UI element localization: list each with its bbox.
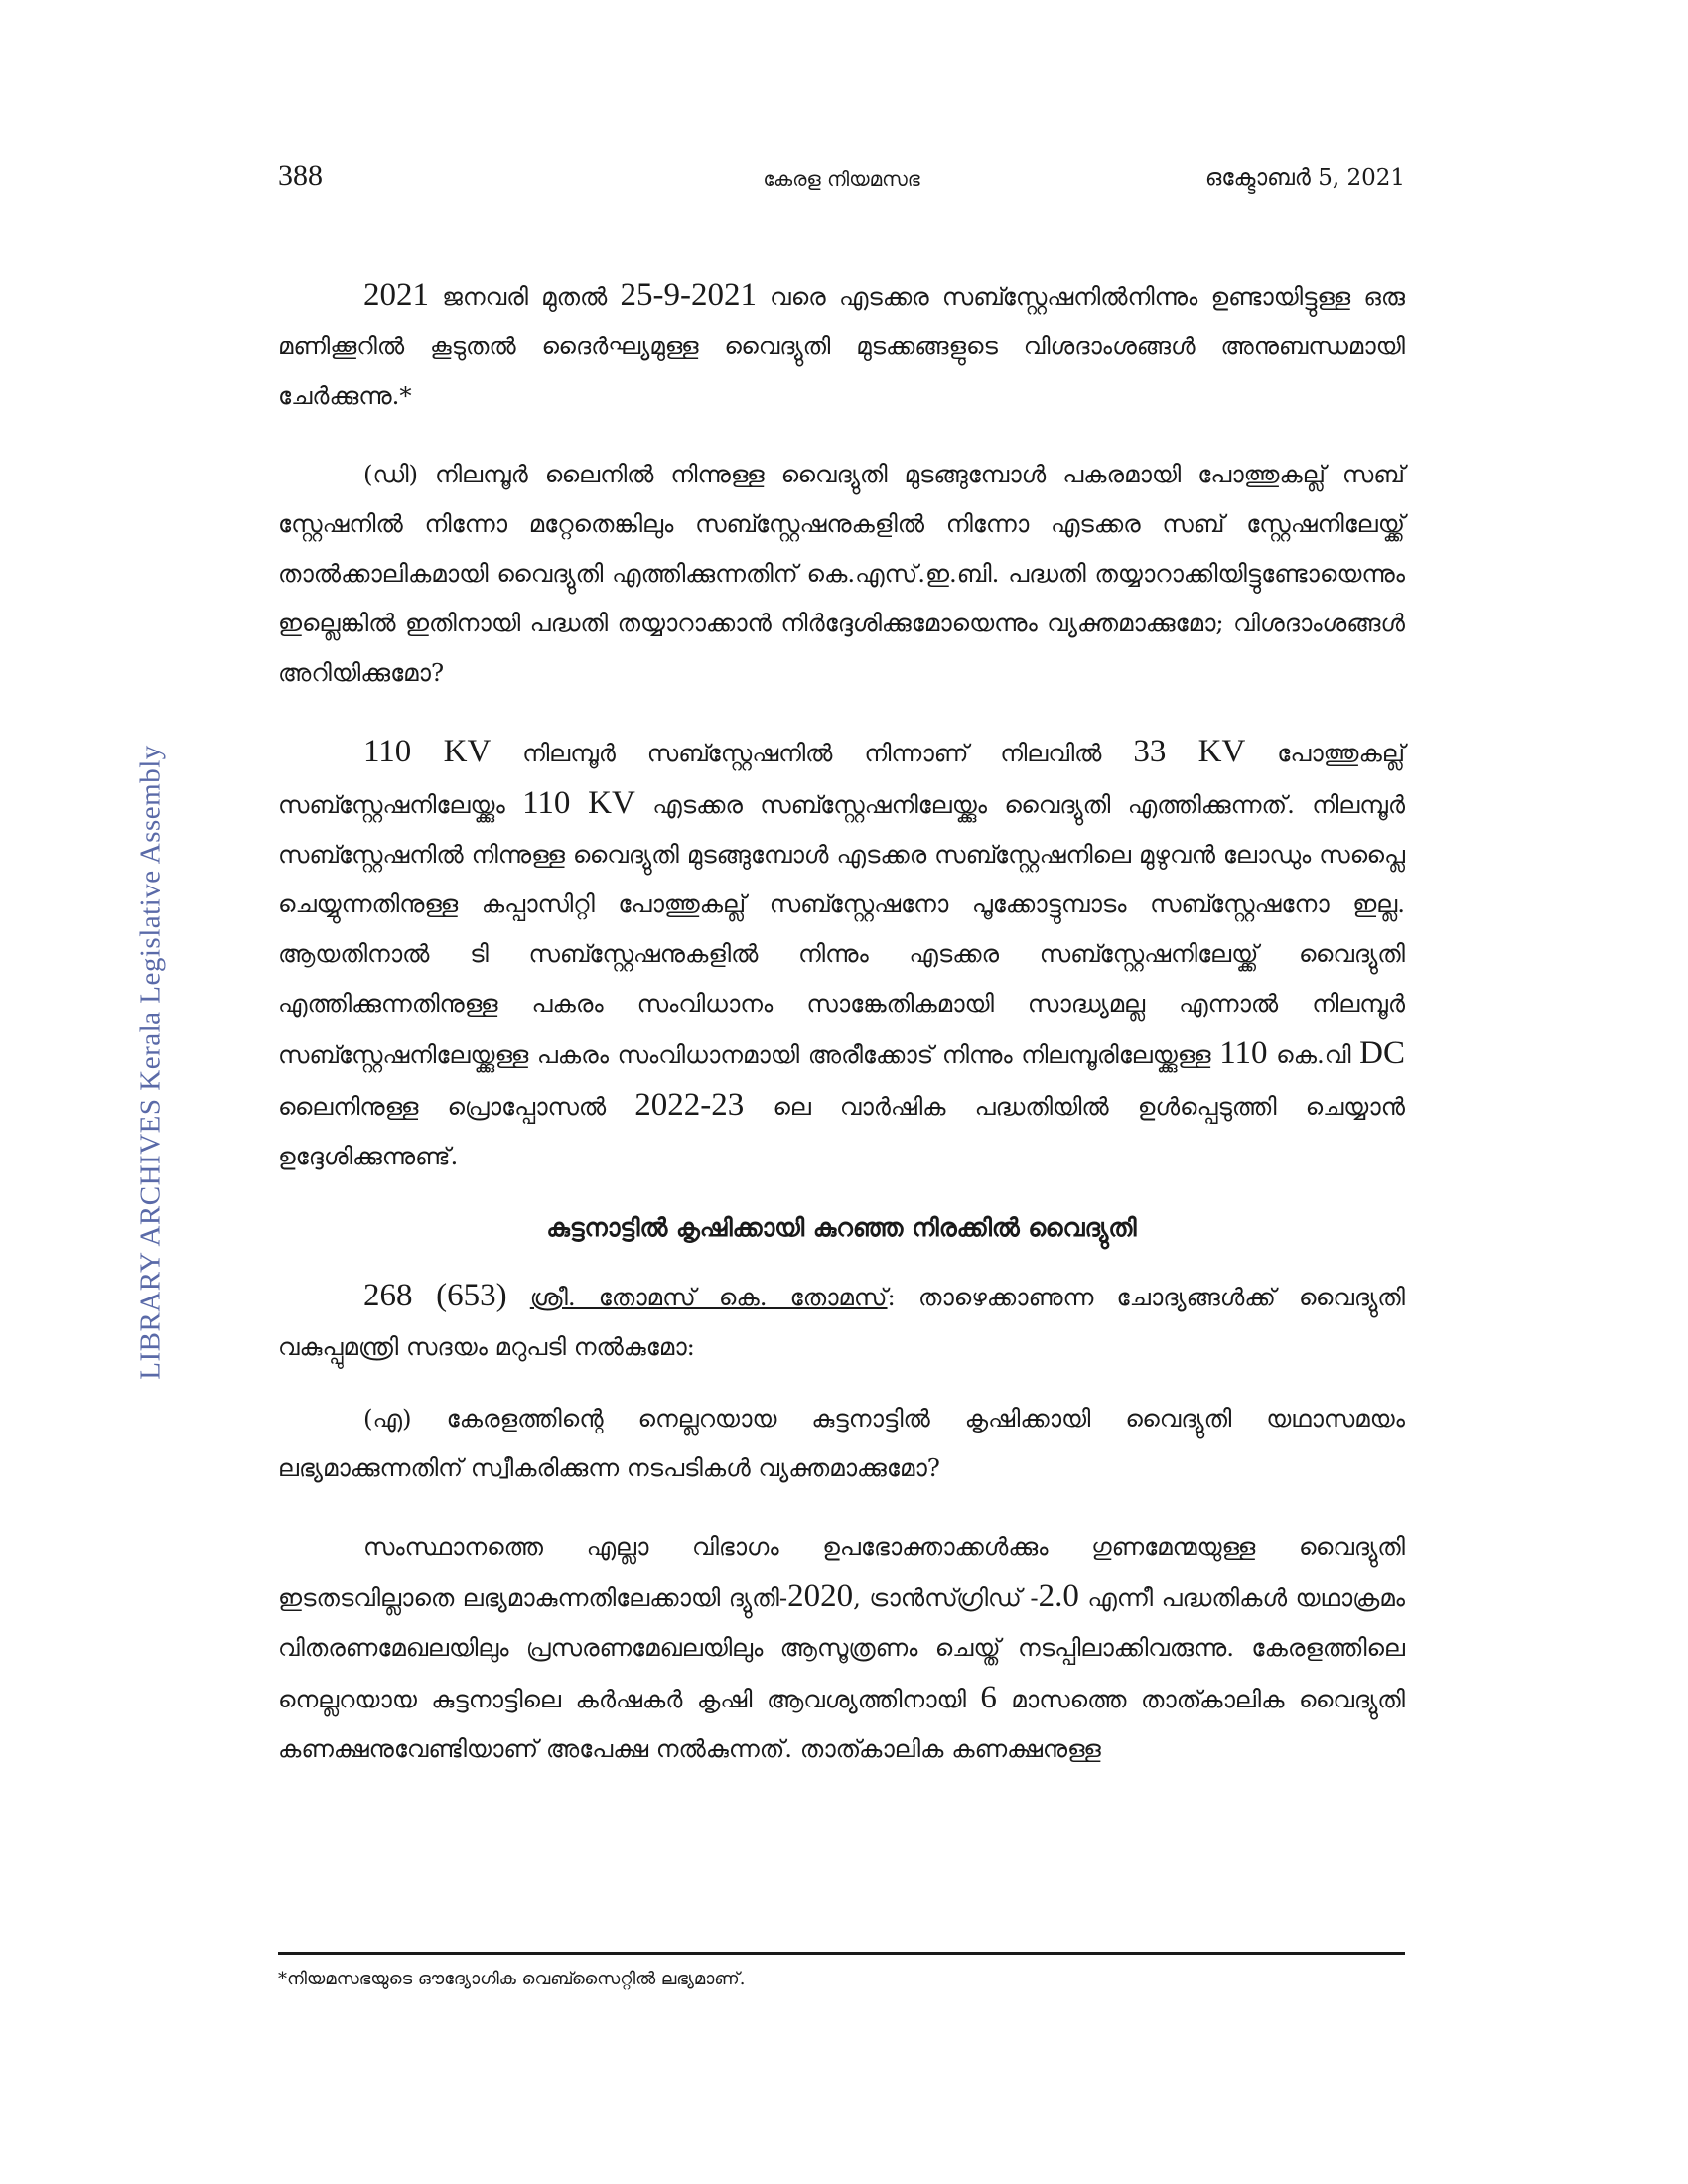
question-268-paragraph	[278, 1271, 1405, 1372]
footnote: *നിയമസഭയുടെ ഔദ്യോഗിക വെബ്സൈറ്റിൽ ലഭ്യമാണ്.	[278, 1969, 746, 1989]
year-2020: 2020	[787, 1578, 854, 1614]
watermark-text: LIBRARY ARCHIVES Kerala Legislative Assembly	[134, 745, 167, 1380]
answer-d-text-6: ലെ വാർഷിക പദ്ധതിയിൽ ഉൾപ്പെടുത്തി ചെയ്യാൻ ഉദ്ദേശിക്കുന്നുണ്ട്.	[278, 1092, 1405, 1170]
answer-a-text-1: സംസ്ഥാനത്തെ എല്ലാ വിഭാഗം ഉപഭോക്താക്കൾക്കും ഗുണമേന്മയുള്ള വൈദ്യുതി ഇടതടവില്ലാതെ ലഭ്യമാകുന്നതിലേക്കായി ദ്യുതി-	[278, 1532, 1405, 1612]
answer-d-text-1: നിലമ്പൂർ സബ്സ്റ്റേഷനിൽ നിന്നാണ് നിലവിൽ	[491, 739, 1134, 767]
answer-c-text-1: ജനവരി മുതൽ	[429, 282, 621, 311]
page-number: 388	[278, 159, 323, 192]
page-date: ഒക്ടോബർ 5, 2021	[1204, 165, 1405, 191]
answer-d-text-2: പോത്തുകല്ല് സബ്സ്റ്റേഷനിലേയ്ക്കും	[278, 739, 1405, 819]
kv-110-c: 110	[1219, 1035, 1268, 1071]
footnote-divider	[278, 1952, 1405, 1955]
answer-c-paragraph	[278, 270, 1405, 421]
kv-110-a: 110 KV	[363, 734, 492, 769]
question-a-paragraph: (എ) കേരളത്തിന്റെ നെല്ലറയായ കുട്ടനാട്ടിൽ കൃഷിക്കായി വൈദ്യുതി യഥാസമയം ലഭ്യമാക്കുന്നതിന് സ്വീകരിക്കുന്ന നടപടികൾ വ്യക്തമാക്കുമോ?	[278, 1404, 1405, 1482]
kv-33: 33 KV	[1133, 734, 1246, 769]
year-2022-23: 2022-23	[634, 1087, 745, 1123]
dc-label: DC	[1359, 1035, 1406, 1071]
answer-a-text-4: മാസത്തെ താത്കാലിക വൈദ്യുതി കണക്ഷനുവേണ്ടിയാണ് അപേക്ഷ നൽകുന്നത്. താത്കാലിക കണക്ഷനുള്ള	[278, 1685, 1405, 1763]
answer-d-text-4: കെ.വി	[1267, 1040, 1360, 1069]
date-25-9-2021: 25-9-2021	[620, 277, 757, 313]
question-268-text: : താഴെക്കാണുന്ന ചോദ്യങ്ങൾക്ക് വൈദ്യുതി വകുപ്പുമന്ത്രി സദയം മറുപടി നൽകുമോ:	[278, 1283, 1406, 1361]
kv-110-b: 110 KV	[522, 785, 635, 821]
section-heading: കുട്ടനാട്ടിൽ കൃഷിക്കായി കുറഞ്ഞ നിരക്കിൽ വൈദ്യുതി	[546, 1213, 1137, 1242]
member-name: ശ്രീ. തോമസ് കെ. തോമസ്	[529, 1283, 888, 1311]
answer-a-text-2: , ട്രാൻസ്ഗ്രിഡ് -	[853, 1583, 1039, 1612]
version-2-0: 2.0	[1038, 1578, 1079, 1614]
answer-a-text-3: എന്നീ പദ്ധതികൾ യഥാക്രമം വിതരണമേഖലയിലും പ്രസരണമേഖലയിലും ആസൂത്രണം ചെയ്ത് നടപ്പിലാക്കിവരുന്നു. കേരളത്തിലെ നെല്ലറയായ കുട്ടനാട്ടിലെ കർഷകർ കൃഷി ആവശ്യത്തിനായി	[278, 1583, 1406, 1713]
answer-a-paragraph	[278, 1522, 1405, 1774]
answer-d-paragraph	[278, 727, 1405, 1181]
months-6: 6	[980, 1680, 997, 1715]
year-2021: 2021	[363, 277, 429, 313]
running-title: കേരള നിയമസഭ	[763, 167, 920, 191]
answer-d-text-5: ലൈനിനുള്ള പ്രൊപ്പോസൽ	[278, 1092, 635, 1121]
page-header	[278, 159, 1405, 208]
document-body	[278, 270, 1405, 1803]
question-d-paragraph: (ഡി) നിലമ്പൂർ ലൈനിൽ നിന്നുള്ള വൈദ്യുതി മുടങ്ങുമ്പോൾ പകരമായി പോത്തുകല്ല് സബ് സ്റ്റേഷനിൽ നിന്നോ മറ്റേതെങ്കിലും സബ്സ്റ്റേഷനുകളിൽ നിന്നോ എടക്കര സബ് സ്റ്റേഷനിലേയ്ക്ക് താൽക്കാലികമായി വൈദ്യുതി എത്തിക്കുന്നതിന് കെ.എസ്.ഇ.ബി. പദ്ധതി തയ്യാറാക്കിയിട്ടുണ്ടോയെന്നും ഇല്ലെങ്കിൽ ഇതിനായി പദ്ധതി തയ്യാറാക്കാൻ നിർദ്ദേശിക്കുമോയെന്നും വ്യക്തമാക്കുമോ; വിശദാംശങ്ങൾ അറിയിക്കുമോ?	[278, 460, 1405, 687]
question-number: 268 (653)	[363, 1278, 507, 1313]
answer-c-text-2: വരെ എടക്കര സബ്സ്റ്റേഷനിൽനിന്നും ഉണ്ടായിട്ടുള്ള ഒരു മണിക്കൂറിൽ കൂടുതൽ ദൈർഘ്യമുള്ള വൈദ്യുതി മുടക്കങ്ങളുടെ വിശദാംശങ്ങൾ അനുബന്ധമായി ചേർക്കുന്നു.*	[278, 282, 1405, 410]
answer-d-text-3: എടക്കര സബ്സ്റ്റേഷനിലേയ്ക്കും വൈദ്യുതി എത്തിക്കുന്നത്. നിലമ്പൂർ സബ്സ്റ്റേഷനിൽ നിന്നുള്ള വൈദ്യുതി മുടങ്ങുമ്പോൾ എടക്കര സബ്സ്റ്റേഷനിലെ മുഴുവൻ ലോഡും സപ്ലൈ ചെയ്യുന്നതിനുള്ള കപ്പാസിറ്റി പോത്തുകല്ല് സബ്സ്റ്റേഷനോ പൂക്കോട്ടുമ്പാടം സബ്സ്റ്റേഷനോ ഇല്ല. ആയതിനാൽ ടി സബ്സ്റ്റേഷനുകളിൽ നിന്നും എടക്കര സബ്സ്റ്റേഷനിലേയ്ക്ക് വൈദ്യുതി എത്തിക്കുന്നതിനുള്ള പകരം സംവിധാനം സാങ്കേതികമായി സാദ്ധ്യമല്ല എന്നാൽ നിലമ്പൂർ സബ്സ്റ്റേഷനിലേയ്ക്കുള്ള പകരം സംവിധാനമായി അരീക്കോട് നിന്നും നിലമ്പൂരിലേയ്ക്കുള്ള	[278, 790, 1405, 1069]
